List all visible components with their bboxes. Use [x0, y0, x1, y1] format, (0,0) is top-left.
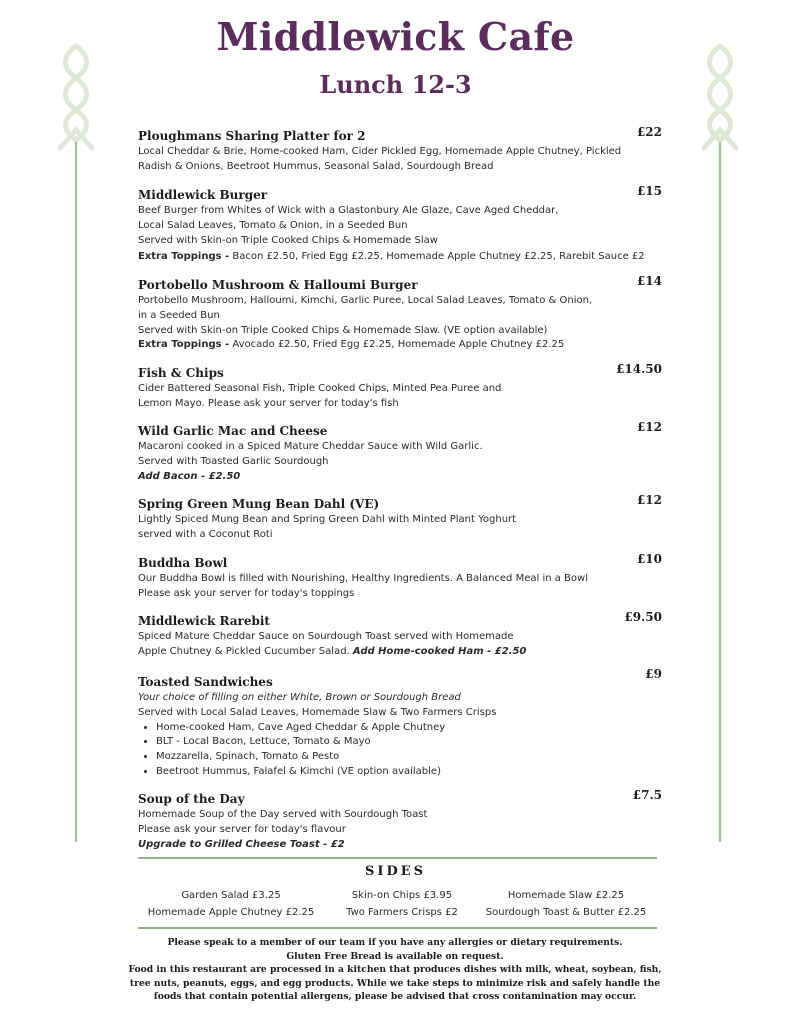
- side-item: Homemade Apple Chutney £2.25: [147, 907, 315, 918]
- item-name: Fish & Chips: [138, 366, 224, 380]
- list-item: • BLT - Local Bacon, Lettuce, Tomato & Mayo: [156, 735, 662, 750]
- item-name: Toasted Sandwiches: [138, 675, 273, 689]
- item-name: Portobello Mushroom & Halloumi Burger: [138, 278, 418, 292]
- list-item: • Beetroot Hummus, Falafel & Kimchi (VE option available): [156, 765, 662, 780]
- extra-toppings: Extra Toppings - Avocado £2.50, Fried Egg £2.25, Homemade Apple Chutney £2.25: [138, 339, 565, 351]
- sides-list: [135, 889, 655, 920]
- menu-item-mac-and-cheese: [138, 420, 662, 484]
- item-description: Beef Burger from Whites of Wick with a Glastonbury Ale Glaze, Cave Aged Cheddar, Local Salad Leaves, Tomato & Onion, in a Seeded Bun Served with Skin-on Triple Cooked Chips & Homemade Slaw Extra Toppings - Bacon £2.50, Fried Egg £2.25, Homemade Apple Chutney £2.25, Rarebit Sauce £2: [138, 204, 662, 265]
- item-name: Soup of the Day: [138, 792, 245, 806]
- divider: [138, 927, 657, 929]
- menu-item-mung-bean-dahl: [138, 493, 662, 543]
- item-description: Spiced Mature Cheddar Sauce on Sourdough Toast served with Homemade Apple Chutney & Pickled Cucumber Salad. Add Home-cooked Ham - £2.50: [138, 631, 527, 657]
- menu-item-fish-and-chips: [138, 362, 662, 412]
- side-item: Sourdough Toast & Butter £2.25: [485, 907, 647, 918]
- menu-item-buddha-bowl: [138, 552, 662, 602]
- menu-item-toasted-sandwiches: [138, 667, 662, 780]
- menu-subtitle: Lunch 12-3: [319, 70, 472, 99]
- item-description: Our Buddha Bowl is filled with Nourishing, Healthy Ingredients. A Balanced Meal in a Bowl Please ask your server for today's toppings: [138, 573, 588, 599]
- item-intro: Your choice of filling on either White, Brown or Sourdough Bread: [138, 692, 461, 703]
- item-name: Ploughmans Sharing Platter for 2: [138, 129, 366, 143]
- item-description: Local Cheddar & Brie, Home-cooked Ham, Cider Pickled Egg, Homemade Apple Chutney, Pickled Radish & Onions, Beetroot Hummus, Seasonal Salad, Sourdough Bread: [138, 146, 622, 172]
- item-price: £22: [636, 125, 662, 139]
- list-item: • Mozzarella, Spinach, Tomato & Pesto: [156, 750, 662, 765]
- item-name: Buddha Bowl: [138, 556, 228, 570]
- list-item: • Home-cooked Ham, Cave Aged Cheddar & Apple Chutney: [156, 721, 662, 736]
- item-description: Homemade Soup of the Day served with Sourdough Toast Please ask your server for today's flavour Upgrade to Grilled Cheese Toast - £2: [138, 808, 662, 852]
- item-name: Middlewick Rarebit: [138, 614, 270, 628]
- item-name: Spring Green Mung Bean Dahl (VE): [138, 497, 380, 511]
- item-description: Cider Battered Seasonal Fish, Triple Cooked Chips, Minted Pea Puree and Lemon Mayo. Please ask your server for today's fish: [138, 383, 502, 409]
- cafe-title: Middlewick Cafe: [216, 14, 575, 59]
- left-vine-decoration: [58, 42, 94, 842]
- item-price: £14.50: [616, 362, 662, 376]
- item-price: £12: [636, 493, 662, 507]
- side-item: Homemade Slaw £2.25: [507, 890, 625, 901]
- item-price: £12: [636, 420, 662, 434]
- item-price: £15: [636, 184, 662, 198]
- side-item: Two Farmers Crisps £2: [346, 907, 458, 918]
- side-item: Skin-on Chips £3.95: [351, 890, 453, 901]
- item-addon: Add Home-cooked Ham - £2.50: [352, 645, 527, 657]
- item-description: Macaroni cooked in a Spiced Mature Cheddar Sauce with Wild Garlic. Served with Toasted Garlic Sourdough Add Bacon - £2.50: [138, 440, 662, 484]
- extra-toppings: Extra Toppings - Bacon £2.50, Fried Egg £2.25, Homemade Apple Chutney £2.25, Rarebit Sauce £2: [138, 251, 645, 263]
- menu-item-middlewick-rarebit: [138, 610, 662, 660]
- filling-options-list: [138, 721, 662, 780]
- item-price: £9.50: [624, 610, 662, 624]
- item-name: Wild Garlic Mac and Cheese: [138, 424, 328, 438]
- menu-item-portobello-burger: [138, 274, 662, 353]
- menu-item-soup-of-the-day: [138, 788, 662, 852]
- item-name: Middlewick Burger: [138, 188, 268, 202]
- item-addon: Add Bacon - £2.50: [138, 470, 241, 482]
- item-description: Lightly Spiced Mung Bean and Spring Green Dahl with Minted Plant Yoghurt served with a Coconut Roti: [138, 514, 517, 540]
- item-price: £14: [636, 274, 662, 288]
- sides-heading: SIDES: [364, 864, 427, 879]
- menu-item-middlewick-burger: [138, 184, 662, 265]
- item-description: Portobello Mushroom, Halloumi, Kimchi, Garlic Puree, Local Salad Leaves, Tomato & Onion, in a Seeded Bun Served with Skin-on Triple Cooked Chips & Homemade Slaw. (VE option available) Extra Toppings - Avocado £2.50, Fried Egg £2.25, Homemade Apple Chutney £2.25: [138, 294, 662, 353]
- item-description: Your choice of filling on either White, Brown or Sourdough Bread Served with Local Salad Leaves, Homemade Slaw & Two Farmers Crisps • Home-cooked Ham, Cave Aged Cheddar & Apple Chutney • BLT - Local Bacon, Lettuce, Tomato & Mayo • Mozzarella, Spinach, Tomato & Pesto • Beetroot Hummus, Falafel & Kimchi (VE option available): [138, 691, 662, 780]
- side-item: Garden Salad £3.25: [181, 890, 281, 901]
- item-addon: Upgrade to Grilled Cheese Toast - £2: [138, 838, 345, 850]
- item-price: £9: [645, 667, 662, 681]
- divider: [138, 857, 657, 859]
- item-price: £10: [636, 552, 662, 566]
- menu-item-ploughmans: [138, 125, 662, 175]
- allergy-notice: Please speak to a member of our team if you have any allergies or dietary requirements. Gluten Free Bread is available on request. Food in this restaurant are processed in a kitchen that produces dishes with milk, wheat, soybean, fish, tree nuts, peanuts, eggs, and egg products. While we take steps to minimize risk and safely handle the foods that contain potential allergens, please be advised that cross contamination may occur.: [128, 937, 662, 1002]
- item-price: £7.5: [632, 788, 662, 802]
- right-vine-decoration: [702, 42, 738, 842]
